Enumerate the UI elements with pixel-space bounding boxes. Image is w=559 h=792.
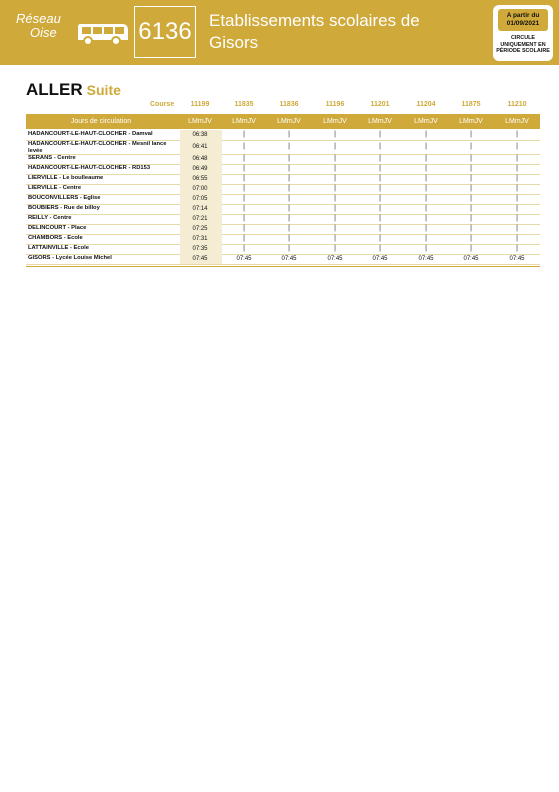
no-stop-mark: |: [516, 205, 518, 212]
no-stop-mark: |: [379, 185, 381, 192]
stop-name: HADANCOURT-LE-HAUT-CLOCHER - RD153: [28, 165, 151, 171]
arrival-time: 07:45: [372, 256, 388, 262]
no-stop-mark: |: [243, 215, 245, 222]
no-stop-mark: |: [334, 205, 336, 212]
stop-name: HADANCOURT-LE-HAUT-CLOCHER - Mesnil lance levée: [28, 141, 167, 154]
no-stop-mark: |: [288, 155, 290, 162]
course-number: 11199: [190, 101, 210, 108]
course-label: Course: [150, 101, 175, 108]
no-stop-mark: |: [516, 143, 518, 150]
section-title-sub: Suite: [86, 82, 121, 98]
days-cell: LMmJV: [459, 118, 483, 125]
no-stop-mark: |: [425, 155, 427, 162]
stop-name: REILLY - Centre: [28, 215, 72, 221]
no-stop-mark: |: [243, 225, 245, 232]
reseau-oise-logo: [8, 10, 128, 54]
no-stop-mark: |: [334, 131, 336, 138]
no-stop-mark: |: [288, 205, 290, 212]
no-stop-mark: |: [288, 143, 290, 150]
course-number: 11201: [370, 101, 390, 108]
days-cell: LMmJV: [188, 118, 212, 125]
stop-name: DELINCOURT - Place: [28, 225, 87, 231]
table-row-final: [26, 254, 540, 265]
table-bottom-rule: [26, 266, 540, 267]
line-number: 6136: [138, 18, 192, 45]
no-stop-mark: |: [470, 131, 472, 138]
badge-date-line2: 01/09/2021: [506, 20, 540, 27]
no-stop-mark: |: [334, 215, 336, 222]
no-stop-mark: |: [516, 225, 518, 232]
stop-name: SERANS - Centre: [28, 155, 76, 161]
days-cell: LMmJV: [414, 118, 438, 125]
arrival-time: 07:45: [281, 256, 297, 262]
no-stop-mark: |: [379, 225, 381, 232]
course-number: 11204: [416, 101, 436, 108]
no-stop-mark: |: [243, 245, 245, 252]
no-stop-mark: |: [288, 131, 290, 138]
section-title-main: ALLER: [26, 80, 83, 99]
stop-name: BOUCONVILLERS - Eglise: [28, 195, 101, 201]
no-stop-mark: |: [379, 195, 381, 202]
no-stop-mark: |: [379, 143, 381, 150]
stop-time: 07:21: [192, 216, 208, 222]
no-stop-mark: |: [425, 205, 427, 212]
no-stop-mark: |: [379, 131, 381, 138]
no-stop-mark: |: [334, 165, 336, 172]
no-stop-mark: |: [243, 155, 245, 162]
course-number: 11210: [507, 101, 527, 108]
arrival-time: 07:45: [418, 256, 434, 262]
table-row: [26, 140, 540, 155]
stop-time: 07:00: [192, 186, 208, 192]
stop-name: LATTAINVILLE - Ecole: [28, 245, 89, 251]
days-cell: LMmJV: [323, 118, 347, 125]
no-stop-mark: |: [379, 205, 381, 212]
validity-badge: [493, 5, 553, 61]
no-stop-mark: |: [470, 235, 472, 242]
no-stop-mark: |: [425, 225, 427, 232]
no-stop-mark: |: [516, 155, 518, 162]
arrival-time: 07:45: [327, 256, 343, 262]
arrival-time: 07:45: [236, 256, 252, 262]
no-stop-mark: |: [288, 175, 290, 182]
stop-time: 07:14: [192, 206, 208, 212]
no-stop-mark: |: [425, 131, 427, 138]
no-stop-mark: |: [379, 245, 381, 252]
no-stop-mark: |: [470, 175, 472, 182]
stop-name: CHAMBORS - Ecole: [28, 235, 83, 241]
no-stop-mark: |: [516, 245, 518, 252]
stop-name: LIERVILLE - Le boulleaume: [28, 175, 104, 181]
no-stop-mark: |: [425, 215, 427, 222]
no-stop-mark: |: [516, 215, 518, 222]
no-stop-mark: |: [470, 185, 472, 192]
no-stop-mark: |: [334, 155, 336, 162]
no-stop-mark: |: [288, 165, 290, 172]
no-stop-mark: |: [379, 155, 381, 162]
arrival-time: 07:45: [509, 256, 525, 262]
stop-time: 07:05: [192, 196, 208, 202]
days-cell: LMmJV: [368, 118, 392, 125]
stop-time: 06:48: [192, 156, 208, 162]
arrival-time: 07:45: [192, 256, 208, 262]
no-stop-mark: |: [379, 165, 381, 172]
no-stop-mark: |: [334, 235, 336, 242]
stop-time: 07:35: [192, 246, 208, 252]
no-stop-mark: |: [334, 185, 336, 192]
no-stop-mark: |: [425, 195, 427, 202]
no-stop-mark: |: [243, 131, 245, 138]
badge-note-line2: UNIQUEMENT EN: [500, 41, 546, 48]
course-row: [26, 101, 540, 110]
no-stop-mark: |: [379, 215, 381, 222]
no-stop-mark: |: [516, 185, 518, 192]
stop-time: 06:55: [192, 176, 208, 182]
no-stop-mark: |: [425, 245, 427, 252]
stop-time: 07:25: [192, 226, 208, 232]
badge-note-line1: CIRCULE: [511, 35, 535, 41]
no-stop-mark: |: [379, 175, 381, 182]
no-stop-mark: |: [379, 235, 381, 242]
no-stop-mark: |: [334, 175, 336, 182]
line-number-box: [134, 6, 196, 58]
badge-note-line3: PÉRIODE SCOLAIRE: [496, 48, 550, 54]
stop-time: 06:41: [192, 144, 208, 150]
no-stop-mark: |: [243, 185, 245, 192]
days-cell: LMmJV: [277, 118, 301, 125]
no-stop-mark: |: [243, 175, 245, 182]
logo-line2: Oise: [30, 25, 57, 40]
stop-name: HADANCOURT-LE-HAUT-CLOCHER - Damval: [28, 131, 153, 137]
no-stop-mark: |: [288, 225, 290, 232]
no-stop-mark: |: [288, 235, 290, 242]
badge-note: [495, 35, 551, 55]
no-stop-mark: |: [334, 225, 336, 232]
no-stop-mark: |: [334, 143, 336, 150]
line-title: [209, 10, 479, 54]
no-stop-mark: |: [516, 175, 518, 182]
no-stop-mark: |: [470, 205, 472, 212]
no-stop-mark: |: [288, 245, 290, 252]
no-stop-mark: |: [243, 143, 245, 150]
no-stop-mark: |: [425, 185, 427, 192]
no-stop-mark: |: [334, 195, 336, 202]
no-stop-mark: |: [243, 195, 245, 202]
no-stop-mark: |: [516, 165, 518, 172]
stop-time: 07:31: [192, 236, 208, 242]
course-number: 11196: [325, 101, 345, 108]
days-header-row: [26, 114, 540, 129]
arrival-time: 07:45: [463, 256, 479, 262]
stop-name: GISORS - Lycée Louise Michel: [28, 255, 112, 261]
no-stop-mark: |: [470, 155, 472, 162]
days-header-label: Jours de circulation: [70, 118, 132, 125]
stop-time: 06:49: [192, 166, 208, 172]
no-stop-mark: |: [243, 165, 245, 172]
no-stop-mark: |: [334, 245, 336, 252]
badge-date-line1: A partir du: [506, 12, 540, 19]
no-stop-mark: |: [288, 215, 290, 222]
logo-line1: Réseau: [16, 11, 61, 26]
no-stop-mark: |: [470, 143, 472, 150]
line-title-line1: Etablissements scolaires de: [209, 11, 420, 30]
no-stop-mark: |: [425, 175, 427, 182]
no-stop-mark: |: [470, 195, 472, 202]
no-stop-mark: |: [516, 195, 518, 202]
no-stop-mark: |: [470, 215, 472, 222]
no-stop-mark: |: [425, 143, 427, 150]
bus-icon: [74, 20, 130, 48]
stop-name: BOUBIERS - Rue de billoy: [28, 205, 100, 211]
no-stop-mark: |: [470, 245, 472, 252]
logo-text: [16, 12, 61, 40]
no-stop-mark: |: [470, 165, 472, 172]
no-stop-mark: |: [243, 205, 245, 212]
days-cell: LMmJV: [505, 118, 529, 125]
course-number: 11836: [279, 101, 299, 108]
no-stop-mark: |: [516, 131, 518, 138]
no-stop-mark: |: [516, 235, 518, 242]
badge-date: [498, 9, 548, 31]
line-title-line2: Gisors: [209, 33, 259, 52]
course-number: 11875: [461, 101, 481, 108]
section-title: [26, 80, 121, 100]
no-stop-mark: |: [425, 165, 427, 172]
course-number: 11835: [234, 101, 254, 108]
no-stop-mark: |: [288, 195, 290, 202]
stop-name: LIERVILLE - Centre: [28, 185, 82, 191]
no-stop-mark: |: [470, 225, 472, 232]
days-cell: LMmJV: [232, 118, 256, 125]
no-stop-mark: |: [288, 185, 290, 192]
no-stop-mark: |: [243, 235, 245, 242]
no-stop-mark: |: [425, 235, 427, 242]
header: [0, 0, 559, 65]
stop-time: 06:38: [192, 132, 208, 138]
